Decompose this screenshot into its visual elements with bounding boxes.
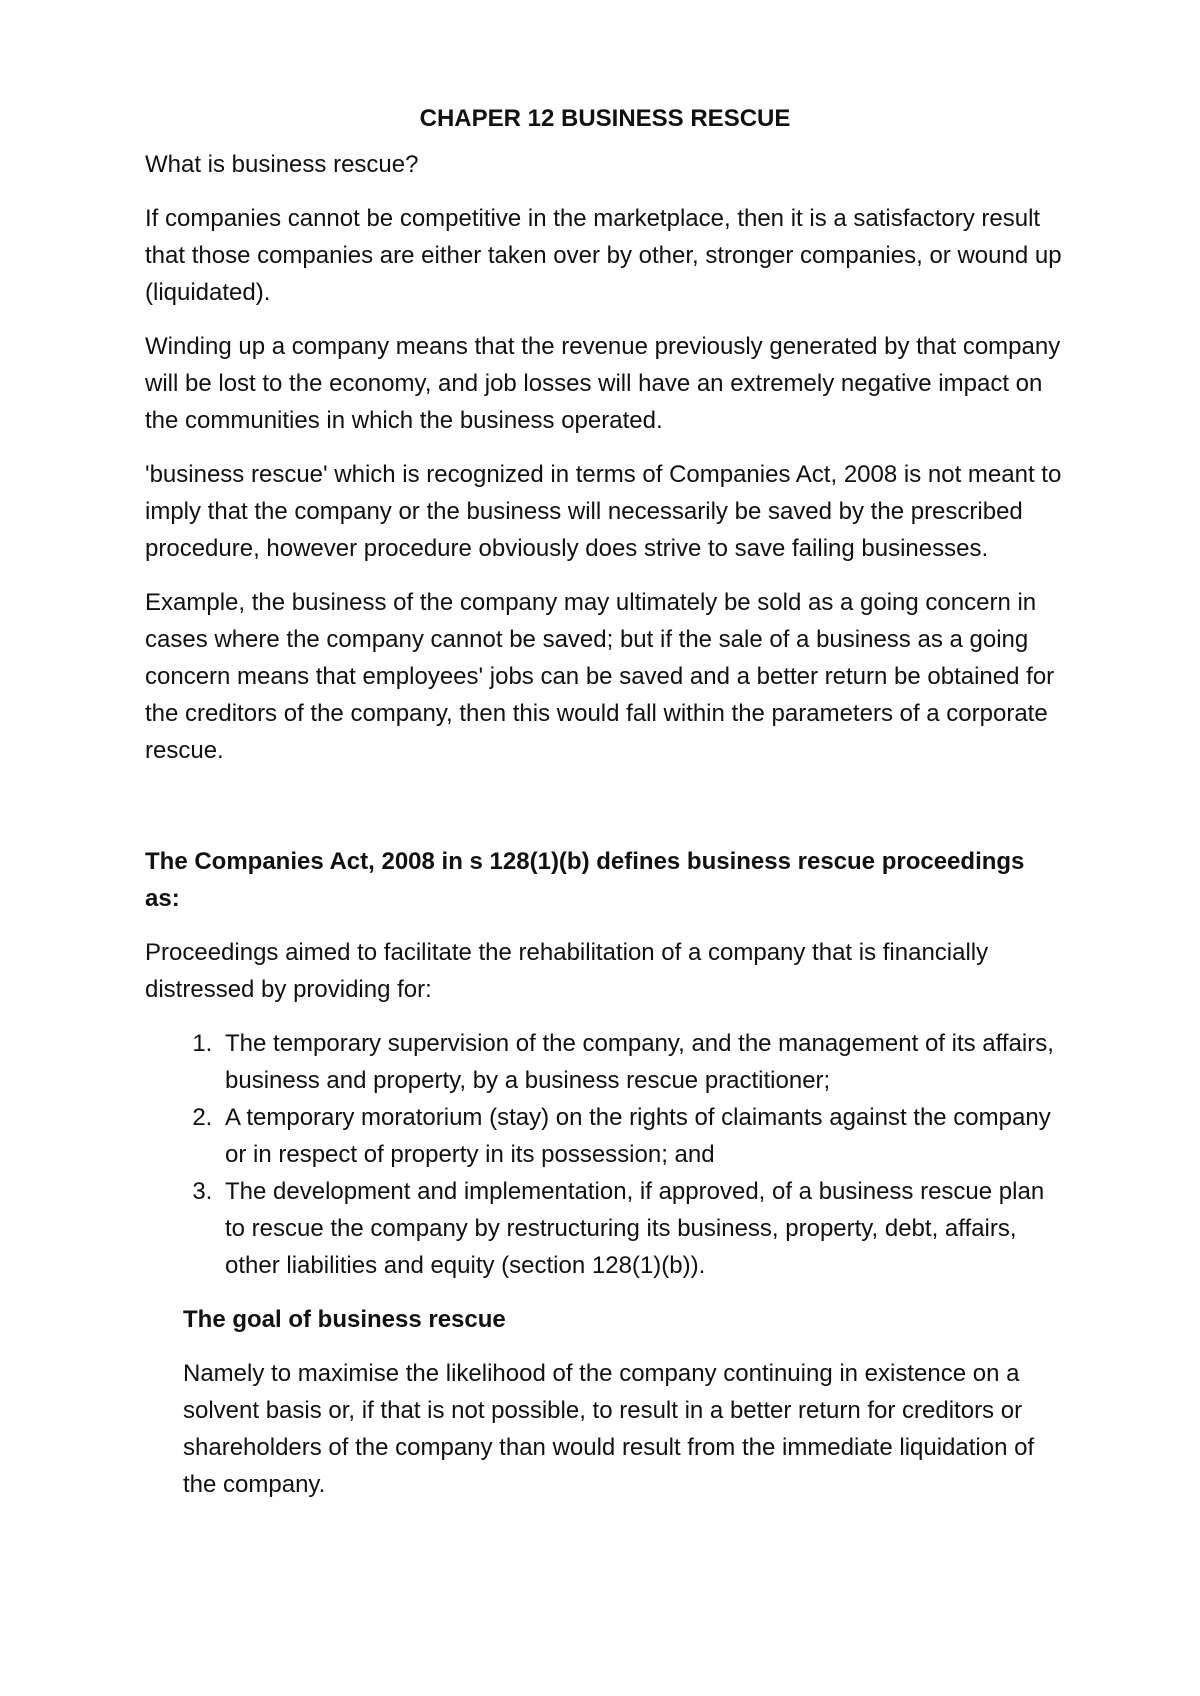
paragraph-3: 'business rescue' which is recognized in terms of Companies Act, 2008 is not meant to imply that the company or the business will necessarily be saved by the prescribed procedure, however procedure obviously does strive to save failing businesses. [145, 461, 1062, 562]
paragraph-1: If companies cannot be competitive in the marketplace, then it is a satisfactory result that those companies are either taken over by other, stronger companies, or wound up (liquidated). [145, 205, 1062, 306]
list-item: 1. The temporary supervision of the company, and the management of its affairs, business and property, by a business rescue practitioner; [219, 1025, 1065, 1099]
blank-line [145, 786, 1065, 843]
question-text: What is business rescue? [145, 151, 419, 178]
goal-text: Namely to maximise the likelihood of the company continuing in existence on a solvent basis or, if that is not possible, to result in a better return for creditors or shareholders of the company than would result from the immediate liquidation of the company. [183, 1360, 1035, 1498]
document-title: CHAPER 12 BUSINESS RESCUE [419, 105, 791, 132]
definition-list [145, 1025, 1065, 1284]
list-item: 2. A temporary moratorium (stay) on the rights of claimants against the company or in respect of property in its possession; and [219, 1099, 1065, 1173]
paragraph-2: Winding up a company means that the revenue previously generated by that company will be lost to the economy, and job losses will have an extremely negative impact on the communities in which the business operated. [145, 333, 1061, 434]
definition-heading: The Companies Act, 2008 in s 128(1)(b) defines business rescue proceedings as: [145, 848, 1025, 912]
document-page [145, 100, 1065, 1520]
list-item: 3. The development and implementation, if approved, of a business rescue plan to rescue the company by restructuring its business, property, debt, affairs, other liabilities and equity (section 128(1)(b)). [219, 1173, 1065, 1284]
goal-heading: The goal of business rescue [183, 1306, 506, 1333]
paragraph-4: Example, the business of the company may ultimately be sold as a going concern in cases where the company cannot be saved; but if the sale of a business as a going concern means that employees' jobs can be saved and a better return be obtained for the creditors of the company, then this would fall within the parameters of a corporate rescue. [145, 589, 1055, 764]
definition-intro: Proceedings aimed to facilitate the rehabilitation of a company that is financially distressed by providing for: [145, 939, 989, 1003]
